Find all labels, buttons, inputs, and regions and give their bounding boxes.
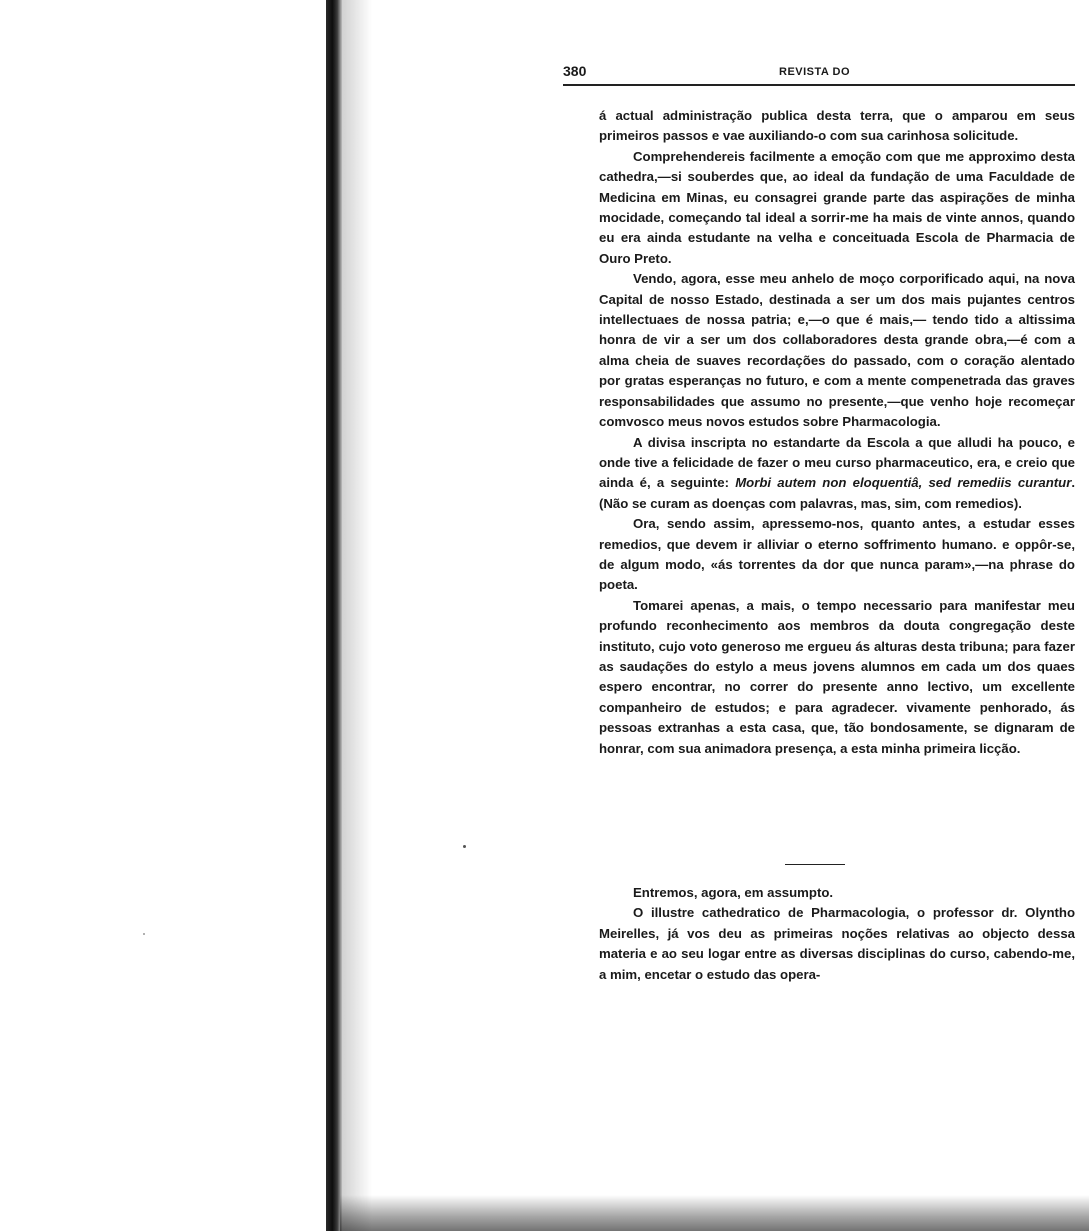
paragraph: O illustre cathedratico de Pharmacologia, o professor dr. Olyntho Meirelles, já vos deu as primeiras noções relativas ao objecto dessa materia e ao seu logar entre as diversas disciplinas do curso, cabendo-me, a mim, encetar o estudo das opera- bbox=[599, 905, 1075, 982]
page-header bbox=[563, 63, 1075, 83]
body-text-continued bbox=[599, 883, 1075, 985]
paragraph: Comprehendereis facilmente a emoção com que me approximo desta cathedra,—si souberdes que, ao ideal da fundação de uma Faculdade de Medicina em Minas, eu consagrei grande parte das aspirações de minha mocidade, começando tal ideal a sorrir-me ha mais de vinte annos, quando eu era ainda estudante na velha e conceituada Escola de Pharmacia de Ouro Preto. bbox=[599, 148, 1075, 266]
paragraph: Vendo, agora, esse meu anhelo de moço corporificado aqui, na nova Capital de nosso Estado, destinada a ser um dos mais pujantes centros intellectuaes de nossa patria; e,—o que é mais,— tendo tido a altissima honra de vir a ser um dos collaboradores desta grande obra,—é com a alma cheia de suaves recordações do passado, com o coração alentado por gratas esperanças no futuro, e com a mente compenetrada das graves responsabilidades que assumo no presente,—que venho hoje recomeçar comvosco meus novos estudos sobre Pharmacologia. bbox=[599, 271, 1075, 430]
paragraph: Ora, sendo assim, apressemo-nos, quanto antes, a estudar esses remedios, que devem ir alliviar o eterno soffrimento humano. e oppôr-se, de algum modo, «ás torrentes da dor que nunca param»,—na phrase do poeta. bbox=[599, 516, 1075, 593]
running-head: REVISTA DO bbox=[779, 66, 851, 78]
dust-speck bbox=[143, 933, 145, 935]
bottom-edge-shadow bbox=[340, 1195, 1089, 1231]
body-text bbox=[599, 106, 1075, 759]
book-spine-shadow bbox=[326, 0, 342, 1231]
paragraph: Entremos, agora, em assumpto. bbox=[633, 885, 834, 900]
paragraph bbox=[599, 433, 1075, 515]
paragraph: á actual administração publica desta terra, que o amparou em seus primeiros passos e vae auxiliando-o com sua carinhosa solicitude. bbox=[599, 108, 1075, 144]
page-number: 380 bbox=[563, 63, 587, 79]
dust-speck bbox=[463, 845, 466, 848]
paragraph-text: A divisa inscripta no estandarte da Escola a que alludi ha pouco, e onde tive a felicidade de fazer o meu curso pharmaceutico, era, e creio que ainda é, a seguinte: bbox=[599, 434, 1075, 491]
latin-motto: Morbi autem non eloquentiâ, sed remediis curantur bbox=[735, 475, 1072, 491]
section-divider bbox=[785, 864, 845, 865]
paragraph-text: . (Não se curam as doenças com palavras, mas, sim, com remedios). bbox=[599, 475, 1075, 511]
gutter-shadow bbox=[342, 0, 372, 1231]
paragraph: Tomarei apenas, a mais, o tempo necessario para manifestar meu profundo reconhecimento aos membros da douta congregação deste instituto, cujo voto generoso me ergueu ás alturas desta tribuna; para fazer as saudações do estylo a meus jovens alumnos em cada um dos quaes espero encontrar, no correr do presente anno lectivo, um excellente companheiro de estudos; e para agradecer. vivamente penhorado, ás pessoas extranhas a esta casa, que, tão bondosamente, se dignaram de honrar, com sua animadora presença, a esta minha primeira licção. bbox=[599, 597, 1075, 756]
header-rule bbox=[563, 84, 1075, 86]
